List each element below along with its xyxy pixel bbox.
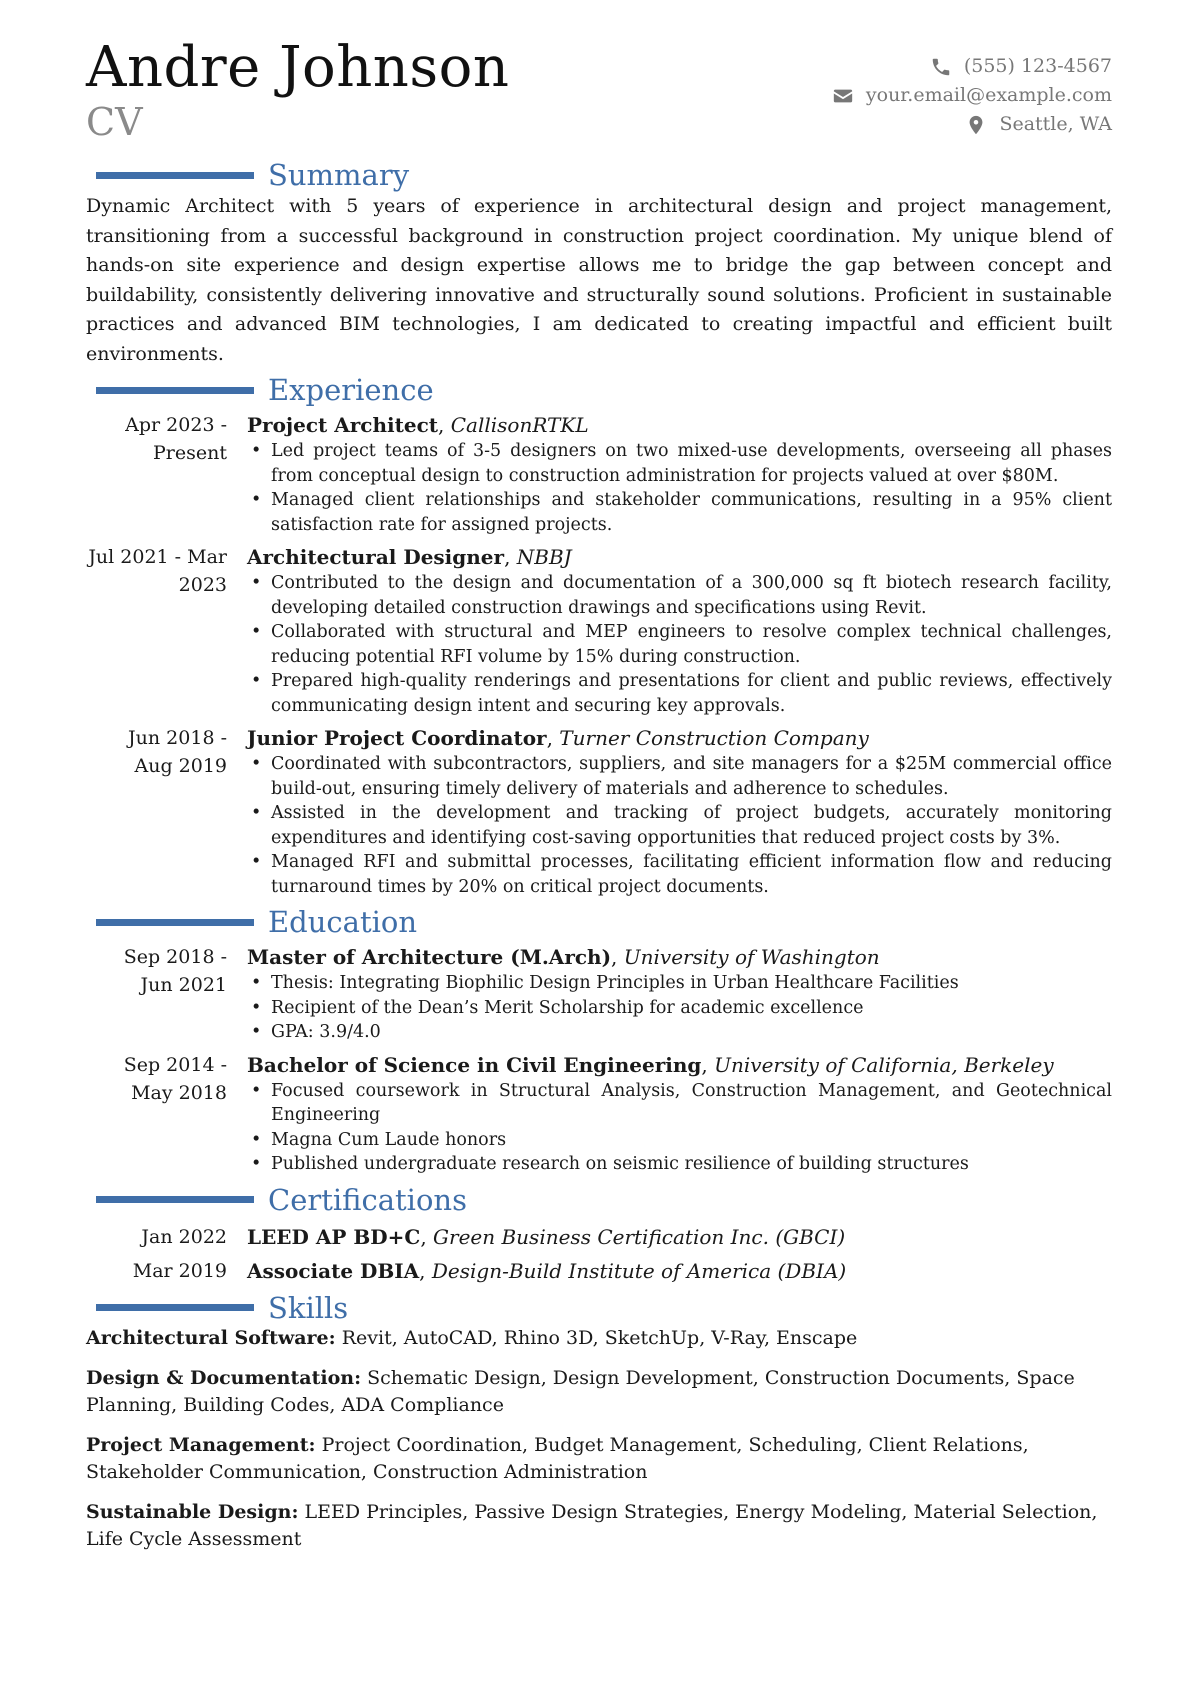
entry-bullets <box>247 439 1112 537</box>
entry-date: Sep 2018 - Jun 2021 <box>123 946 227 996</box>
skill-group-items: Project Coordination, Budget Management, Scheduling, Client Relations, Stakeholder Communication, Construction Administration <box>86 1433 1029 1483</box>
bullet-item: • Coordinated with subcontractors, suppliers, and site managers for a $25M commercial office build-out, ensuring timely delivery of materials and adherence to schedules. <box>247 752 1112 801</box>
contact-phone-row <box>832 52 1112 81</box>
entry-role: Junior Project Coordinator <box>247 726 547 750</box>
skill-group-items: Schematic Design, Design Development, Construction Documents, Space Planning, Building Codes, ADA Compliance <box>86 1366 1075 1416</box>
contact-phone[interactable]: (555) 123-4567 <box>963 55 1112 77</box>
entry-title: Master of Architecture (M.Arch), University of Washington <box>247 945 880 969</box>
entry-date: Jul 2021 - Mar 2023 <box>88 546 227 596</box>
entry-org: CallisonRTKL <box>450 413 589 437</box>
entry-title: Architectural Designer, NBBJ <box>247 545 572 569</box>
skills-title: Skills <box>268 1290 349 1325</box>
entry-title: Project Architect, CallisonRTKL <box>247 413 589 437</box>
entry-body <box>247 943 1112 1045</box>
skills-heading <box>86 1291 1112 1325</box>
entry-school: University of Washington <box>623 945 880 969</box>
phone-icon <box>930 56 952 78</box>
skill-group-items: LEED Principles, Passive Design Strategies, Energy Modeling, Material Selection, Life Cycle Assessment <box>86 1500 1098 1550</box>
entry-school: University of California, Berkeley <box>714 1052 1054 1077</box>
bullet-item: • Managed RFI and submittal processes, facilitating efficient information flow and reducing turnaround times by 20% on critical project documents. <box>247 850 1112 899</box>
entry-degree: Master of Architecture (M.Arch) <box>247 945 612 969</box>
skill-group <box>86 1325 1112 1352</box>
summary-heading <box>86 158 1112 192</box>
entry-date: Apr 2023 - Present <box>125 414 227 464</box>
bullet-item: • Led project teams of 3-5 designers on two mixed-use developments, overseeing all phases from conceptual design to construction administration for projects valued at over $80M. <box>247 439 1112 488</box>
section-divider-bar <box>96 172 254 179</box>
entry-body <box>247 1051 1112 1177</box>
experience-heading <box>86 373 1112 407</box>
contact-location-row <box>832 110 1112 139</box>
entry-body <box>247 543 1112 718</box>
certification-entry <box>86 1257 1112 1285</box>
section-divider-bar <box>96 919 254 926</box>
section-divider-bar <box>96 387 254 394</box>
skill-group-items: Revit, AutoCAD, Rhino 3D, SketchUp, V-Ray, Enscape <box>341 1326 858 1349</box>
bullet-item: • Managed client relationships and stakeholder communications, resulting in a 95% client satisfaction rate for assigned projects. <box>247 488 1112 537</box>
summary-text: Dynamic Architect with 5 years of experience in architectural design and project management, transitioning from a successful background in construction project coordination. My unique blend of hands-on site experience and design expertise allows me to bridge the gap between concept and buildability, consistently delivering innovative and structurally sound solutions. Proficient in sustainable practices and advanced BIM technologies, I am dedicated to creating impactful and efficient built environments. <box>86 195 1112 365</box>
entry-bullets <box>247 571 1112 718</box>
skill-group-label: Design & Documentation: <box>86 1366 362 1389</box>
entry-body <box>247 724 1112 899</box>
entry-bullets <box>247 971 1112 1045</box>
certification-org: Green Business Certification Inc. (GBCI) <box>433 1224 846 1249</box>
education-title: Education <box>268 905 418 939</box>
entry-date: Jun 2018 - Aug 2019 <box>128 727 227 777</box>
resume-page <box>86 36 1112 1566</box>
entry-date: Mar 2019 <box>132 1259 227 1282</box>
entry-bullets <box>247 1079 1112 1177</box>
section-divider-bar <box>96 1196 254 1203</box>
bullet-item: • Focused coursework in Structural Analysis, Construction Management, and Geotechnical Engineering <box>247 1079 1112 1128</box>
summary-title: Summary <box>268 158 410 192</box>
entry-title: Junior Project Coordinator, Turner Construction Company <box>247 726 869 750</box>
bullet-item: • Collaborated with structural and MEP engineers to resolve complex technical challenges, reducing potential RFI volume by 15% during construction. <box>247 620 1112 669</box>
education-entry <box>86 943 1112 1045</box>
certification-entry <box>86 1223 1112 1251</box>
certification-title: LEED AP BD+C, Green Business Certification Inc. (GBCI) <box>247 1224 846 1249</box>
entry-body <box>247 411 1112 537</box>
certifications-heading <box>86 1183 1112 1217</box>
bullet-item: • Thesis: Integrating Biophilic Design Principles in Urban Healthcare Facilities <box>247 971 1112 996</box>
bullet-item: • Contributed to the design and documentation of a 300,000 sq ft biotech research facility, developing detailed construction drawings and specifications using Revit. <box>247 571 1112 620</box>
education-entry <box>86 1051 1112 1177</box>
entry-bullets <box>247 752 1112 899</box>
entry-role: Architectural Designer <box>247 545 505 569</box>
contact-block <box>832 52 1112 139</box>
resume-header <box>86 36 1112 156</box>
map-pin-icon <box>965 114 987 136</box>
bullet-item: • Recipient of the Dean’s Merit Scholarship for academic excellence <box>247 996 1112 1021</box>
contact-email-row <box>832 81 1112 110</box>
envelope-icon <box>832 85 854 107</box>
certification-title: Associate DBIA, Design-Build Institute of America (DBIA) <box>247 1258 847 1283</box>
experience-entry <box>86 724 1112 899</box>
experience-title: Experience <box>268 373 434 407</box>
section-divider-bar <box>96 1304 254 1311</box>
entry-org: NBBJ <box>516 545 572 569</box>
bullet-item: • Magna Cum Laude honors <box>247 1128 1112 1153</box>
experience-entry <box>86 543 1112 718</box>
skills-list <box>86 1325 1112 1553</box>
certifications-title: Certifications <box>268 1182 467 1217</box>
bullet-item: • GPA: 3.9/4.0 <box>247 1020 1112 1045</box>
skill-group-label: Project Management: <box>86 1433 316 1456</box>
certification-org: Design-Build Institute of America (DBIA) <box>431 1258 847 1283</box>
contact-email[interactable]: your.email@example.com <box>865 84 1112 106</box>
bullet-item: • Prepared high-quality renderings and presentations for client and public reviews, effectively communicating design intent and securing key approvals. <box>247 669 1112 718</box>
entry-title: Bachelor of Science in Civil Engineering, University of California, Berkeley <box>247 1052 1054 1077</box>
skill-group <box>86 1499 1112 1553</box>
education-heading <box>86 905 1112 939</box>
certification-name: LEED AP BD+C <box>247 1224 421 1249</box>
skill-group-label: Architectural Software: <box>86 1326 336 1349</box>
candidate-name: Andre Johnson <box>86 35 510 100</box>
entry-org: Turner Construction Company <box>559 726 869 750</box>
bullet-item: • Published undergraduate research on seismic resilience of building structures <box>247 1152 1112 1177</box>
bullet-item: • Assisted in the development and tracking of project budgets, accurately monitoring expenditures and identifying cost-saving opportunities that reduced project costs by 3%. <box>247 801 1112 850</box>
skill-group-label: Sustainable Design: <box>86 1500 299 1523</box>
entry-degree: Bachelor of Science in Civil Engineering <box>247 1052 702 1077</box>
contact-location: Seattle, WA <box>999 113 1112 135</box>
entry-role: Project Architect <box>247 413 439 437</box>
experience-entry <box>86 411 1112 537</box>
document-type: CV <box>86 100 143 144</box>
entry-date: Sep 2014 - May 2018 <box>123 1053 227 1104</box>
skill-group <box>86 1432 1112 1486</box>
certification-name: Associate DBIA <box>247 1258 420 1283</box>
entry-date: Jan 2022 <box>141 1225 227 1248</box>
skill-group <box>86 1365 1112 1419</box>
